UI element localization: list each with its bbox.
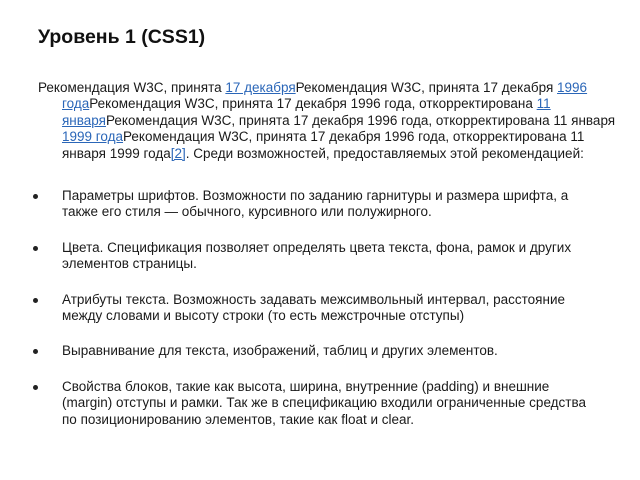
page-title: Уровень 1 (CSS1)	[38, 26, 206, 48]
list-item-fonts	[38, 188, 598, 221]
bullet-icon	[33, 349, 38, 354]
list-item-alignment	[38, 343, 598, 359]
footnote-link-2[interactable]: [2]	[170, 145, 186, 161]
list-item-text: Параметры шрифтов. Возможности по заданию гарнитуры и размера шрифта, а также его стиля — обычного, курсивного или полужирного.	[62, 188, 569, 220]
link-1999-year[interactable]: 1999 года	[62, 129, 124, 145]
list-item-colors	[38, 240, 598, 273]
bullet-icon	[33, 246, 38, 251]
bullet-icon	[33, 194, 38, 199]
list-item-text: Атрибуты текста. Возможность задавать межсимвольный интервал, расстояние между словами и высоту строки (то есть межстрочные отступы)	[62, 291, 565, 324]
intro-text-3: Рекомендация W3C, принята 17 декабря 1996 года, откорректирована	[89, 96, 537, 112]
intro-text-5: Рекомендация W3C, принята 17 декабря 1996 года, откорректирована 11 января 1999 года	[62, 129, 585, 161]
link-17-december[interactable]: 17 декабря	[225, 80, 296, 95]
link-11-january[interactable]: 11 января	[62, 96, 551, 128]
intro-text-1: Рекомендация W3C, принята	[38, 80, 226, 95]
bullet-icon	[33, 385, 38, 390]
intro-text-2: Рекомендация W3C, принята 17 декабря	[295, 80, 558, 95]
list-item-text: Цвета. Спецификация позволяет определять цвета текста, фона, рамок и других элементов страницы.	[62, 239, 572, 272]
list-item-text-attributes	[38, 292, 598, 325]
link-1996-year[interactable]: 1996 года	[62, 80, 588, 112]
bullet-icon	[33, 298, 38, 303]
list-item-text: Свойства блоков, такие как высота, ширина, внутренние (padding) и внешние (margin) отступы и рамки. Так же в спецификацию входили ограниченные средства по позиционированию элементов, такие как float и clear.	[62, 378, 586, 427]
intro-text-6: . Среди возможностей, предоставляемых этой рекомендацией:	[185, 145, 584, 161]
features-list	[38, 188, 598, 447]
list-item-text: Выравнивание для текста, изображений, таблиц и других элементов.	[62, 343, 498, 359]
list-item-box-properties	[38, 379, 598, 428]
intro-text-4: Рекомендация W3C, принята 17 декабря 1996 года, откорректирована 11 января	[105, 112, 616, 128]
intro-paragraph	[38, 80, 622, 162]
